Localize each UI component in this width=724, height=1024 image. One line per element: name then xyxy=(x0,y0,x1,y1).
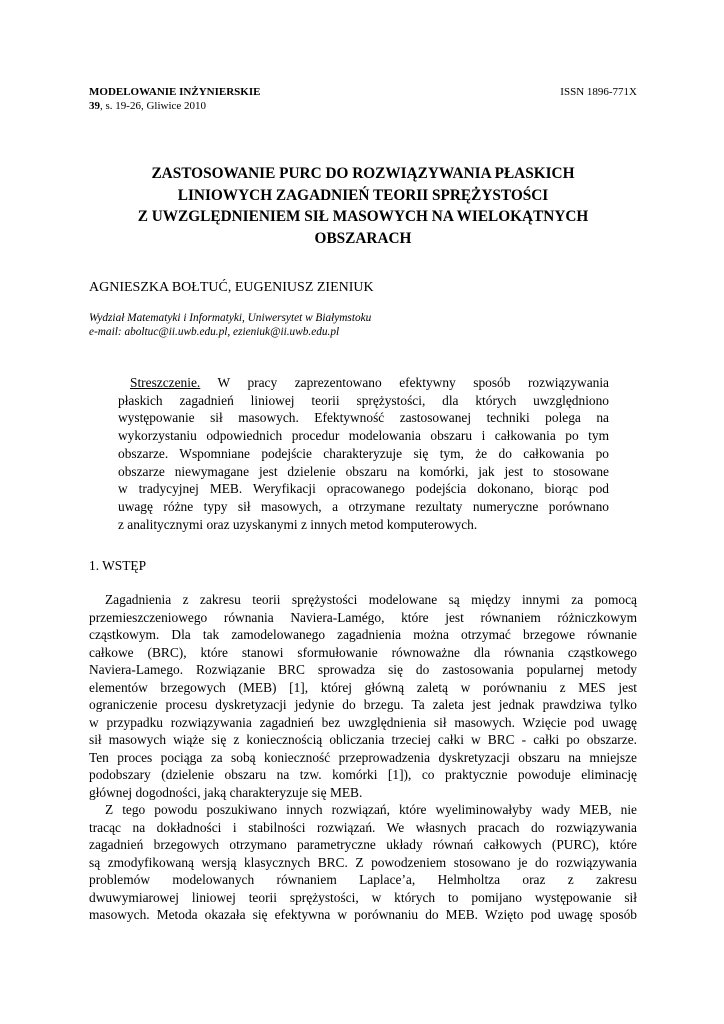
paragraph-line: głównej dogodności, jaką charakteryzuje się MEB. xyxy=(89,784,363,800)
paragraph-line: elementów brzegowych (MEB) [1], której główną zaletą w porównaniu z MES jest xyxy=(89,679,637,695)
paper-title xyxy=(89,163,637,249)
paragraph-line: dwuwymiarowej liniowej teorii sprężystości, w których to pomijano występowanie sił xyxy=(89,889,637,905)
paragraph-line: Z tego powodu poszukiwano innych rozwiązań, które wyeliminowałyby wady MEB, nie xyxy=(105,802,637,817)
paragraph-line: Zagadnienia z zakresu teorii sprężystości modelowane są między innymi za pomocą xyxy=(105,592,637,607)
abstract-label: Streszczenie. xyxy=(130,375,201,390)
abstract-line: obszarze niewymagane jest dzielenie obszaru na komórki, jak jest to stosowane xyxy=(118,463,609,479)
section-heading: 1. WSTĘP xyxy=(89,558,147,573)
volume-info xyxy=(89,99,637,113)
institute: Wydział Matematyki i Informatyki, Uniwersytet w Białymstoku xyxy=(89,312,372,324)
paragraph-line: całkowe (BRC), które stanowi sformułowanie równoważne dla równania cząstkowego xyxy=(89,644,637,660)
abstract-line: wykorzystaniu odpowiednich procedur modelowania obszaru i całkowania po tym xyxy=(118,428,609,444)
paragraph-line: są zmodyfikowaną wersją klasycznych BRC. Z powodzeniem stosowano je do rozwiązywania xyxy=(89,854,637,870)
body-text xyxy=(89,591,637,924)
paragraph-line: podobszary (dzielenie obszaru na tzw. komórki [1]), co praktycznie powoduje eliminację xyxy=(89,767,637,782)
paragraph-line: tracąc na dokładności i stabilności rozwiązań. We własnych pracach do rozwiązywania xyxy=(89,819,637,835)
paragraph xyxy=(89,591,637,801)
paragraph xyxy=(89,801,637,924)
abstract-line: obszarze. Wspomniane podejście charakteryzuje się tym, że do całkowania po xyxy=(118,445,609,461)
volume-number: 39 xyxy=(89,100,100,112)
journal-name: MODELOWANIE INŻYNIERSKIE xyxy=(89,86,261,98)
paragraph-line: Naviera-Lamego. Rozwiązanie BRC sprowadza się do zastosowania popularnej metody xyxy=(89,662,637,677)
paragraph-line: przemieszczeniowego równania Naviera-Lamégo, które jest równaniem różniczkowym xyxy=(89,609,637,625)
title-line: ZASTOSOWANIE PURC DO ROZWIĄZYWANIA PŁASKICH xyxy=(151,165,575,182)
paragraph-line: cząstkowym. Dla tak zamodelowanego zagadnienia można otrzymać brzegowe równanie xyxy=(89,627,637,642)
journal-header xyxy=(89,85,637,113)
paragraph-line: w przypadku rozwiązywania zagadnień bez uwzględnienia sił masowych. Wzięcie pod uwagę xyxy=(89,714,637,730)
abstract-line: uwagę różne typy sił masowych, a otrzymane rezultaty numeryczne porównano xyxy=(118,498,609,514)
abstract-line: płaskich zagadnień liniowej teorii sprężystości, dla których uwzględniono xyxy=(118,392,609,408)
author-names: AGNIESZKA BOŁTUĆ, EUGENIUSZ ZIENIUK xyxy=(89,280,374,295)
paragraph-line: sił masowych wiąże się z koniecznością obliczania trzeciej całki w BRC - całki po obszarze. xyxy=(89,732,637,747)
authors xyxy=(89,279,374,297)
issn: ISSN 1896-771X xyxy=(560,86,637,98)
paragraph-line: ograniczenie procesu dyskretyzacji jedynie do brzegu. Ta zaleta jest jednak prawdziwa tylko xyxy=(89,697,637,712)
affiliation xyxy=(89,311,371,339)
title-line: Z UWZGLĘDNIENIEM SIŁ MASOWYCH NA WIELOKĄTNYCH xyxy=(137,208,589,225)
abstract-text: W pracy zaprezentowano efektywny sposób rozwiązywania xyxy=(200,375,609,390)
paragraph-line: Ten proces pociąga za sobą konieczność przeprowadzenia dyskretyzacji obszaru na mniejsze xyxy=(89,749,637,765)
abstract-line: występowanie sił masowych. Efektywność zastosowanej techniki polega na xyxy=(118,410,609,426)
title-line: OBSZARACH xyxy=(314,229,412,247)
paragraph-line: masowych. Metoda okazała się efektywna w porównaniu do MEB. Wzięto pod uwagę sposób xyxy=(89,907,637,922)
email-line: e-mail: aboltuc@ii.uwb.edu.pl, ezieniuk@ii.uwb.edu.pl xyxy=(89,326,340,338)
abstract xyxy=(118,374,609,533)
title-line: LINIOWYCH ZAGADNIEŃ TEORII SPRĘŻYSTOŚCI xyxy=(177,186,549,204)
paragraph-line: problemów modelowanych równaniem Laplace’a, Helmholtza oraz z zakresu xyxy=(89,872,637,887)
volume-pages-place: , s. 19-26, Gliwice 2010 xyxy=(100,100,207,112)
abstract-line: z analitycznymi oraz uzyskanymi z innych metod komputerowych. xyxy=(118,516,478,532)
paragraph-line: zagadnień brzegowych otrzymano parametryczne układy równań całkowych (PURC), które xyxy=(89,837,637,852)
abstract-line: w tradycyjnej MEB. Weryfikacji opracowanego podejścia dokonano, biorąc pod xyxy=(118,481,609,497)
abstract-line xyxy=(118,374,609,392)
